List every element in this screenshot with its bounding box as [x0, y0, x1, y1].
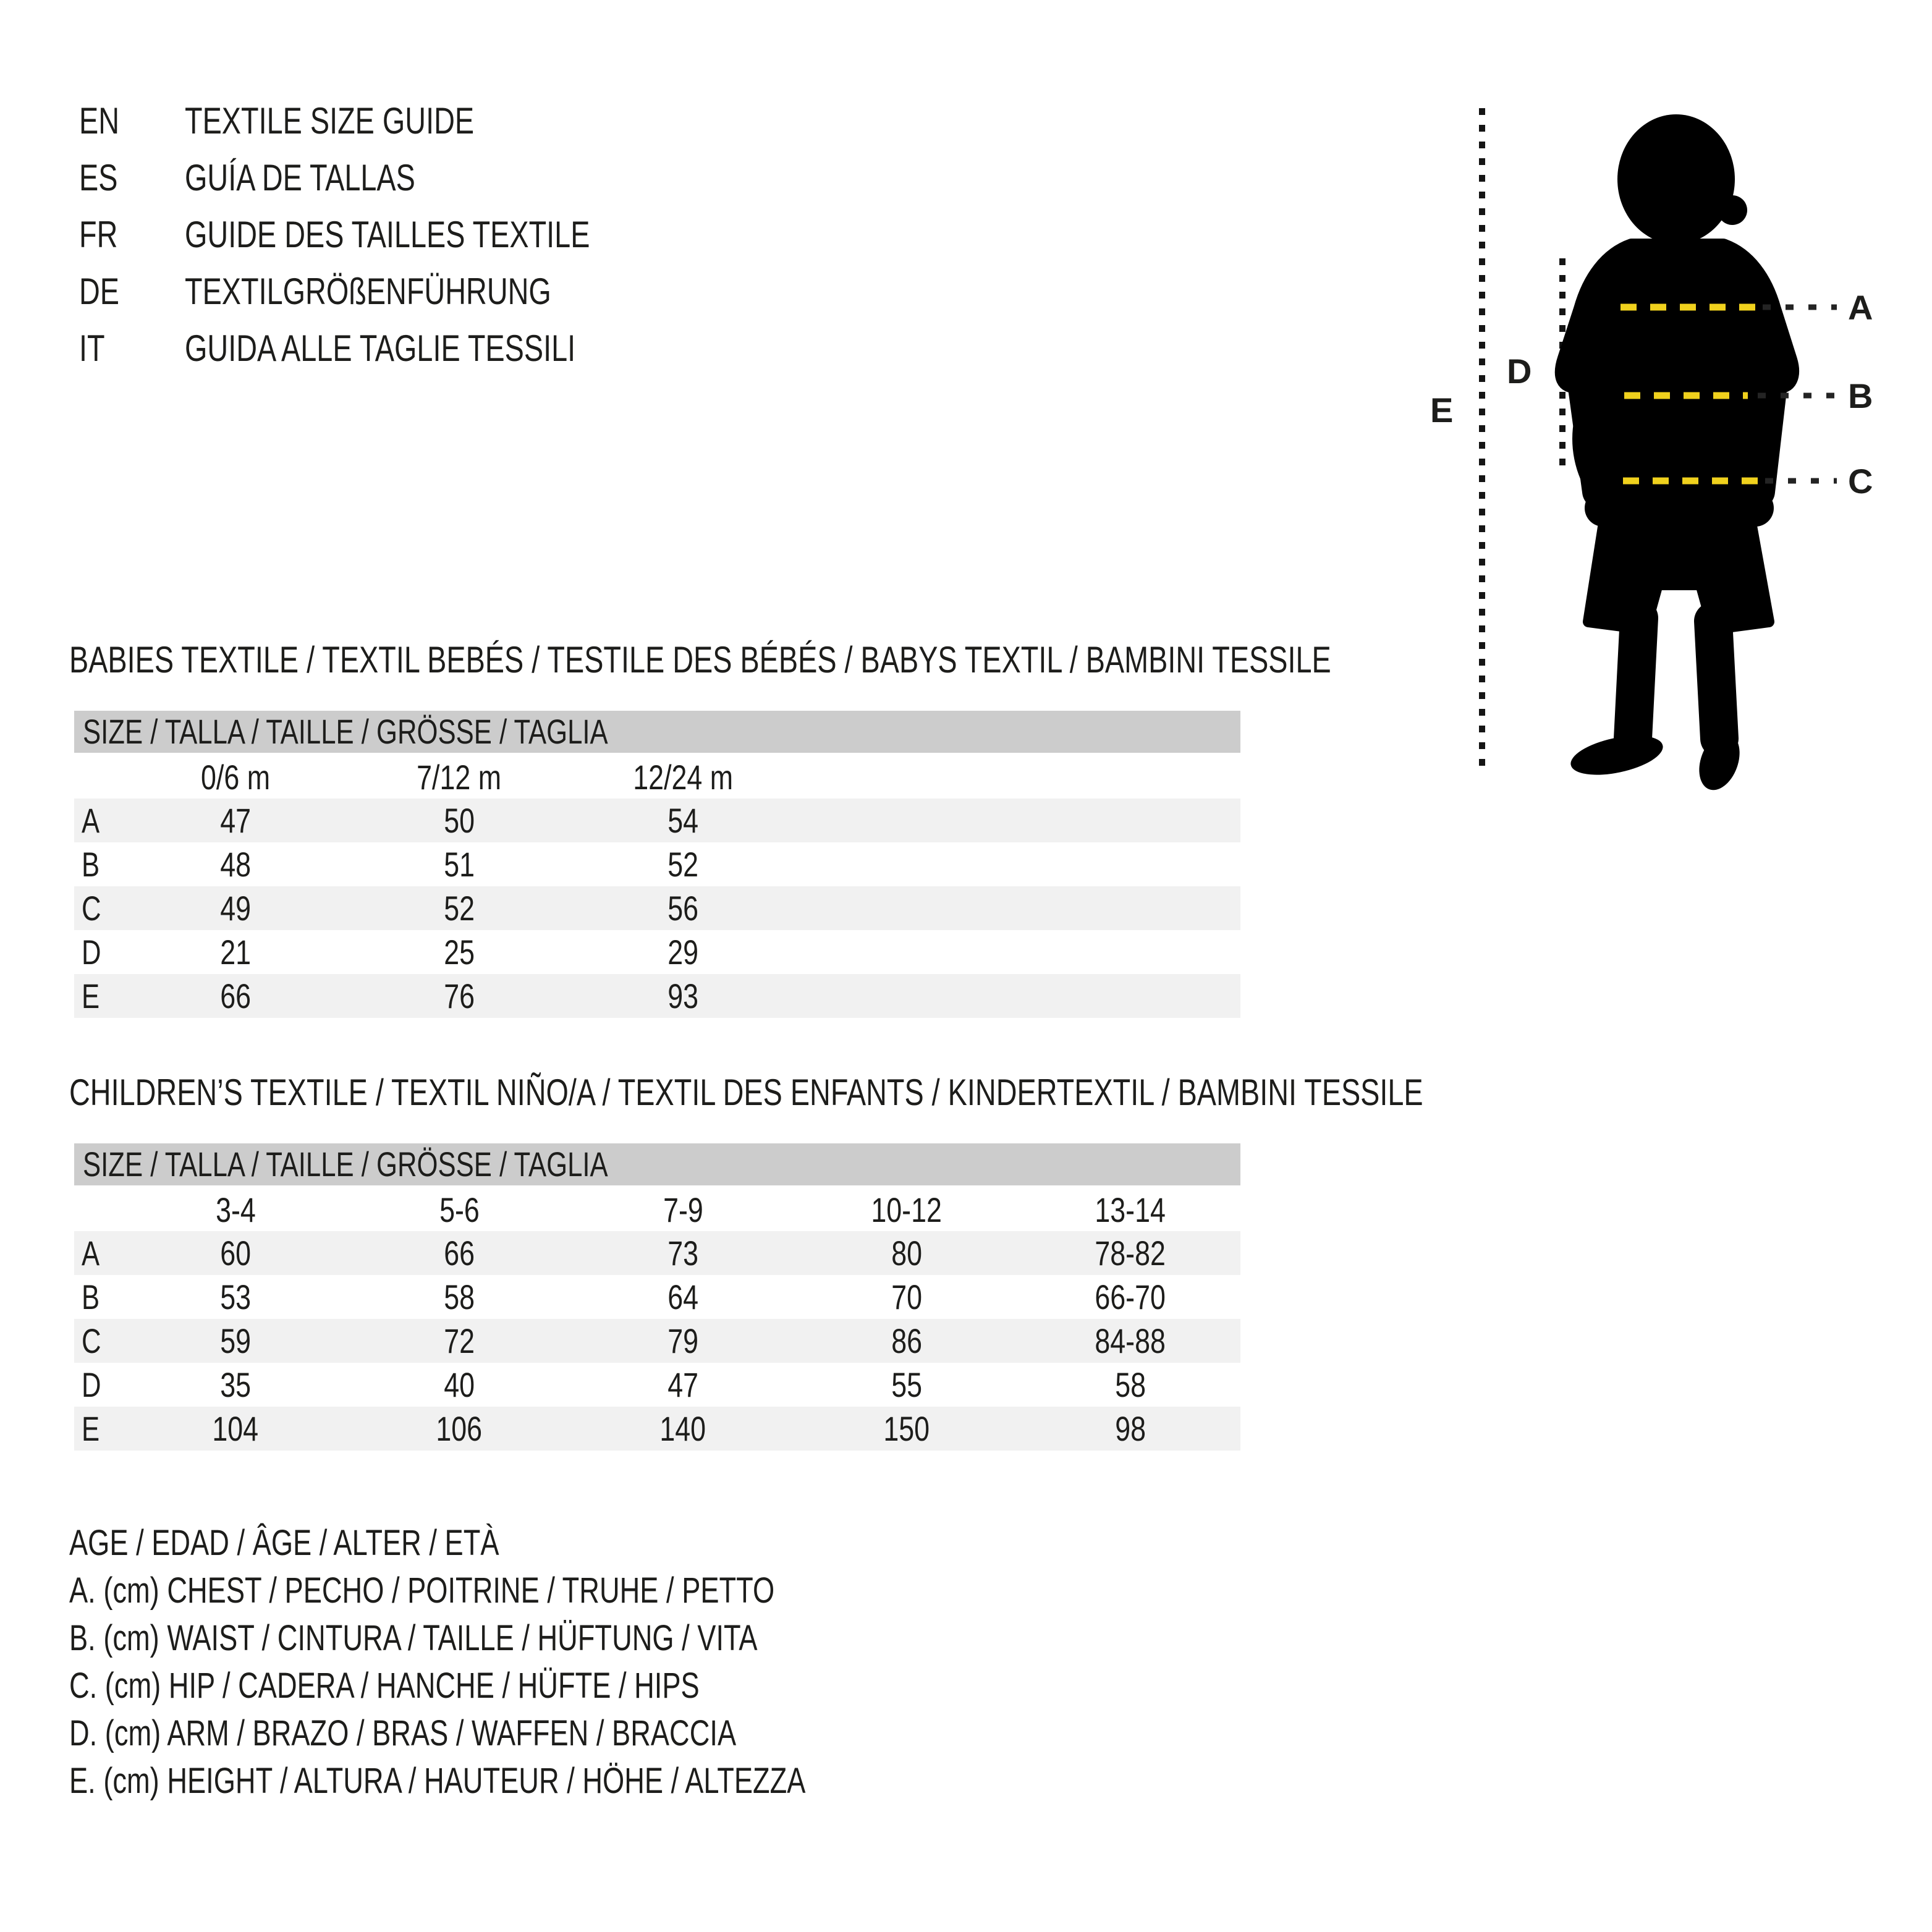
- babies-column-header-row: [74, 755, 1240, 799]
- children-col-5-6: 5-6: [439, 1190, 480, 1229]
- children-col-7-9: 7-9: [663, 1190, 703, 1229]
- title-de: TEXTILGRÖßENFÜHRUNG: [184, 271, 551, 312]
- figure-label-c: C: [1848, 462, 1873, 501]
- babies-col-7-12m: 7/12 m: [417, 757, 502, 797]
- measurement-legend: [69, 1519, 1014, 1805]
- legend-height-line: E. (cm) HEIGHT / ALTURA / HAUTEUR / HÖHE / ALTEZZA: [69, 1761, 806, 1801]
- lang-code-fr: FR: [79, 214, 118, 255]
- children-row-b: B 53 58 64 70 66-70: [82, 1277, 1166, 1316]
- lang-code-it: IT: [79, 328, 105, 369]
- figure-label-e: E: [1430, 391, 1454, 430]
- legend-age-line: AGE / EDAD / ÂGE / ALTER / ETÀ: [69, 1523, 499, 1563]
- lang-code-en: EN: [79, 100, 120, 142]
- child-silhouette: [1562, 114, 1792, 795]
- language-title-block: [79, 93, 704, 377]
- lang-code-de: DE: [79, 271, 120, 312]
- lang-row-fr: [79, 206, 704, 263]
- children-col-10-12: 10-12: [871, 1190, 943, 1229]
- title-fr: GUIDE DES TAILLES TEXTILE: [184, 214, 590, 255]
- legend-waist-line: B. (cm) WAIST / CINTURA / TAILLE / HÜFTUNG / VITA: [69, 1618, 758, 1658]
- children-col-3-4: 3-4: [215, 1190, 256, 1229]
- lang-row-de: [79, 263, 704, 320]
- child-silhouette-diagram: [1421, 93, 1891, 803]
- legend-chest-line: A. (cm) CHEST / PECHO / POITRINE / TRUHE / PETTO: [69, 1570, 775, 1611]
- babies-row-d: D 21 25 29: [82, 933, 698, 972]
- legend-arm-line: D. (cm) ARM / BRAZO / BRAS / WAFFEN / BRACCIA: [69, 1713, 737, 1753]
- children-column-header-row: [74, 1188, 1240, 1231]
- title-en: TEXTILE SIZE GUIDE: [184, 100, 474, 142]
- babies-row-b: B 48 51 52: [82, 845, 698, 884]
- children-size-header-bar: SIZE / TALLA / TAILLE / GRÖSSE / TAGLIA: [74, 1143, 1240, 1185]
- children-row-a: A 60 66 73 80 78-82: [74, 1231, 1240, 1275]
- measurement-figure: [1421, 93, 1891, 803]
- children-col-13-14: 13-14: [1095, 1190, 1166, 1229]
- lang-row-en: [79, 93, 704, 150]
- babies-row-c: C 49 52 56: [74, 886, 1240, 930]
- lang-code-es: ES: [79, 157, 118, 198]
- children-row-e: E 104 106 140 150 98: [74, 1407, 1240, 1451]
- babies-size-header-bar: SIZE / TALLA / TAILLE / GRÖSSE / TAGLIA: [74, 711, 1240, 753]
- babies-col-12-24m: 12/24 m: [633, 757, 733, 797]
- lang-row-it: [79, 320, 704, 377]
- babies-col-0-6m: 0/6 m: [200, 757, 271, 797]
- figure-label-b: B: [1848, 376, 1873, 415]
- lang-row-es: [79, 150, 704, 206]
- figure-label-d: D: [1507, 352, 1532, 391]
- children-row-d: D 35 40 47 55 58: [82, 1365, 1146, 1404]
- title-it: GUIDA ALLE TAGLIE TESSILI: [184, 328, 575, 369]
- children-row-c: C 59 72 79 86 84-88: [74, 1319, 1240, 1363]
- figure-label-a: A: [1848, 288, 1873, 327]
- children-section-heading: CHILDREN’S TEXTILE / TEXTIL NIÑO/A / TEXTIL DES ENFANTS / KINDERTEXTIL / BAMBINI TESSILE: [69, 1072, 1423, 1113]
- babies-row-a: A 47 50 54: [74, 799, 1240, 842]
- title-es: GUÍA DE TALLAS: [184, 157, 415, 198]
- babies-row-e: E 66 76 93: [74, 974, 1240, 1018]
- babies-section-heading: BABIES TEXTILE / TEXTIL BEBÉS / TESTILE DES BÉBÉS / BABYS TEXTIL / BAMBINI TESSILE: [69, 639, 1331, 680]
- legend-hip-line: C. (cm) HIP / CADERA / HANCHE / HÜFTE / HIPS: [69, 1666, 700, 1706]
